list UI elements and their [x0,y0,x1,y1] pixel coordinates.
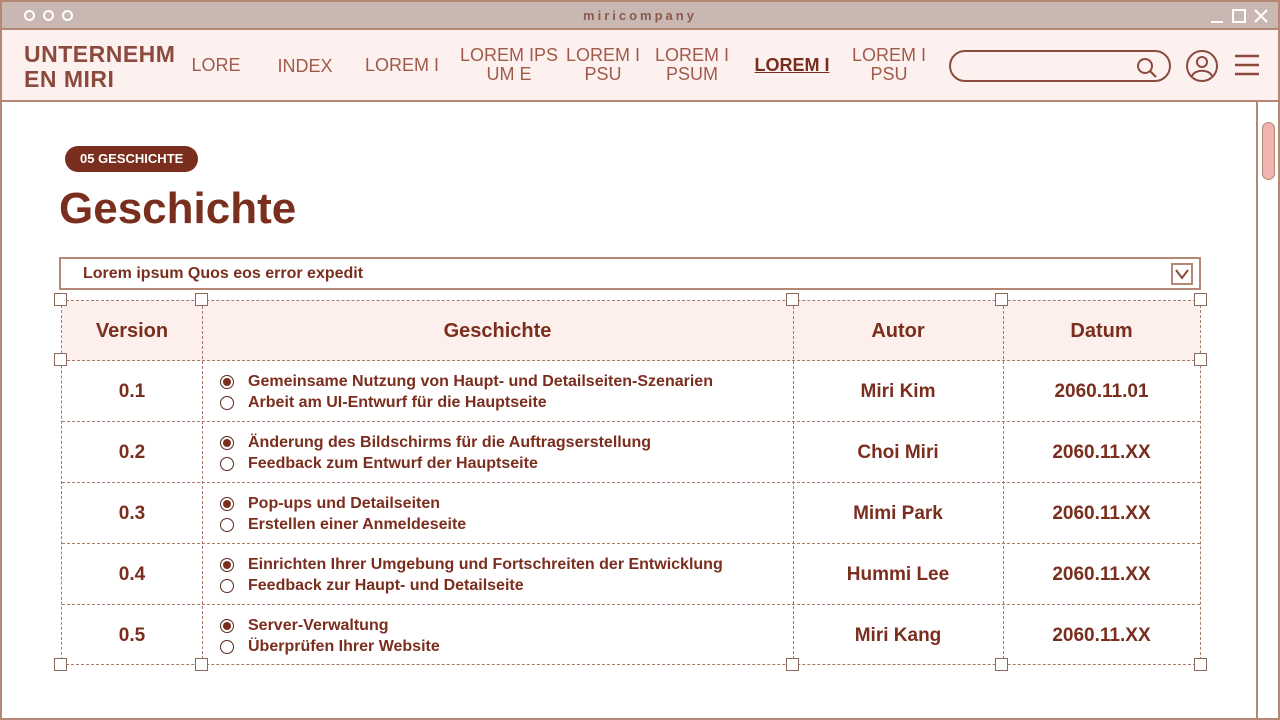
minimize-icon[interactable] [1208,7,1226,25]
resize-handle[interactable] [54,658,67,671]
author-cell: Miri Kim [860,380,936,402]
author-cell: Miri Kang [854,624,942,646]
history-text: Änderung des Bildschirms für die Auftragserstellung [248,433,652,451]
table-row [62,361,1200,422]
brand-line-1: UNTERNEHM [24,41,176,67]
history-cell [220,615,780,657]
history-item[interactable] [220,514,780,535]
nav-item-label: LORE [191,55,241,75]
top-navbar [2,30,1278,102]
brand-line-2: EN MIRI [24,66,115,92]
radio-selected-icon[interactable] [220,497,234,511]
vertical-scrollbar[interactable] [1256,102,1278,720]
header-version: Version [95,319,169,342]
nav-item-label: LOREM I [851,45,926,65]
radio-selected-icon[interactable] [220,375,234,389]
nav-item-8[interactable] [848,46,930,84]
nav-item-label-2: PSUM [665,64,718,84]
history-item[interactable] [220,615,780,636]
maximize-icon[interactable] [1230,7,1248,25]
author-cell: Hummi Lee [846,563,950,585]
page-title: Geschichte [59,184,297,233]
nav-item-label-2: UM E [486,64,532,84]
nav-item-label-2: PSU [870,64,908,84]
history-table [61,300,1201,665]
version-cell: 0.3 [118,502,146,524]
date-cell: 2060.11.XX [1052,441,1151,463]
radio-empty-icon[interactable] [220,457,234,471]
header-datum: Datum [1070,319,1133,342]
radio-empty-icon[interactable] [220,640,234,654]
nav-item-3[interactable] [360,56,444,75]
table-row [62,605,1200,666]
nav-item-7-active[interactable] [750,56,834,75]
nav-item-label: INDEX [277,56,333,76]
history-cell [220,554,780,596]
nav-item-label: LOREM I [754,55,830,75]
history-text: Server-Verwaltung [248,616,389,634]
resize-handle[interactable] [786,293,799,306]
author-cell: Choi Miri [857,441,939,463]
history-text: Gemeinsame Nutzung von Haupt- und Detailseiten-Szenarien [248,372,713,390]
nav-item-2[interactable] [272,57,338,76]
history-text: Erstellen einer Anmeldeseite [248,515,467,533]
resize-handle[interactable] [1194,658,1207,671]
resize-handle[interactable] [195,293,208,306]
history-text: Feedback zur Haupt- und Detailseite [248,576,524,594]
nav-item-6[interactable] [650,46,734,84]
section-badge: 05 GESCHICHTE [65,146,198,172]
search-input[interactable] [949,50,1171,82]
date-cell: 2060.11.XX [1052,502,1151,524]
nav-item-label: LOREM I [565,45,640,65]
history-cell [220,371,780,413]
resize-handle[interactable] [195,658,208,671]
table-row [62,422,1200,483]
nav-item-label: LOREM I [654,45,729,65]
radio-selected-icon[interactable] [220,436,234,450]
nav-item-1[interactable] [188,56,244,75]
radio-empty-icon[interactable] [220,518,234,532]
window-title: miricompany [583,8,697,23]
nav-item-label-2: PSU [584,64,622,84]
brand-logo[interactable] [24,42,194,92]
history-item[interactable] [220,453,780,474]
table-row [62,544,1200,605]
scrollbar-thumb[interactable] [1262,122,1275,180]
resize-handle[interactable] [995,658,1008,671]
resize-handle[interactable] [995,293,1008,306]
history-item[interactable] [220,432,780,453]
resize-handle[interactable] [786,658,799,671]
history-item[interactable] [220,392,780,413]
history-item[interactable] [220,371,780,392]
resize-handle[interactable] [1194,293,1207,306]
header-geschichte: Geschichte [443,319,552,342]
main-content [2,102,1256,720]
history-item[interactable] [220,575,780,596]
filter-dropdown[interactable] [59,257,1201,290]
history-text: Pop-ups und Detailseiten [248,494,441,512]
resize-handle[interactable] [1194,353,1207,366]
close-icon[interactable] [1252,7,1270,25]
search-icon[interactable] [1135,56,1159,85]
version-cell: 0.5 [118,624,146,646]
table-header [62,301,1200,361]
radio-selected-icon[interactable] [220,619,234,633]
resize-handle[interactable] [54,353,67,366]
radio-selected-icon[interactable] [220,558,234,572]
resize-handle[interactable] [54,293,67,306]
history-text: Feedback zum Entwurf der Hauptseite [248,454,538,472]
history-item[interactable] [220,554,780,575]
version-cell: 0.2 [118,441,146,463]
history-item[interactable] [220,636,780,657]
window-titlebar [2,2,1278,30]
table-row [62,483,1200,544]
history-item[interactable] [220,493,780,514]
version-cell: 0.1 [118,380,146,402]
radio-empty-icon[interactable] [220,579,234,593]
dropdown-value: Lorem ipsum Quos eos error expedit [83,265,364,282]
history-text: Einrichten Ihrer Umgebung und Fortschreiten der Entwicklung [248,555,723,573]
date-cell: 2060.11.01 [1054,380,1149,402]
history-cell [220,432,780,474]
radio-empty-icon[interactable] [220,396,234,410]
date-cell: 2060.11.XX [1052,563,1151,585]
date-cell: 2060.11.XX [1052,624,1151,646]
history-text: Arbeit am UI-Entwurf für die Hauptseite [248,393,547,411]
user-icon[interactable] [1185,49,1219,88]
nav-item-label: LOREM I [364,55,439,75]
nav-item-4[interactable] [458,46,560,84]
chevron-down-icon[interactable] [1171,263,1193,285]
nav-item-label: LOREM IPS [459,45,559,65]
nav-item-5[interactable] [562,46,644,84]
author-cell: Mimi Park [853,502,943,524]
header-autor: Autor [871,319,925,342]
history-text: Überprüfen Ihrer Website [248,637,440,655]
history-cell [220,493,780,535]
version-cell: 0.4 [118,563,146,585]
hamburger-menu-icon[interactable] [1234,53,1260,82]
